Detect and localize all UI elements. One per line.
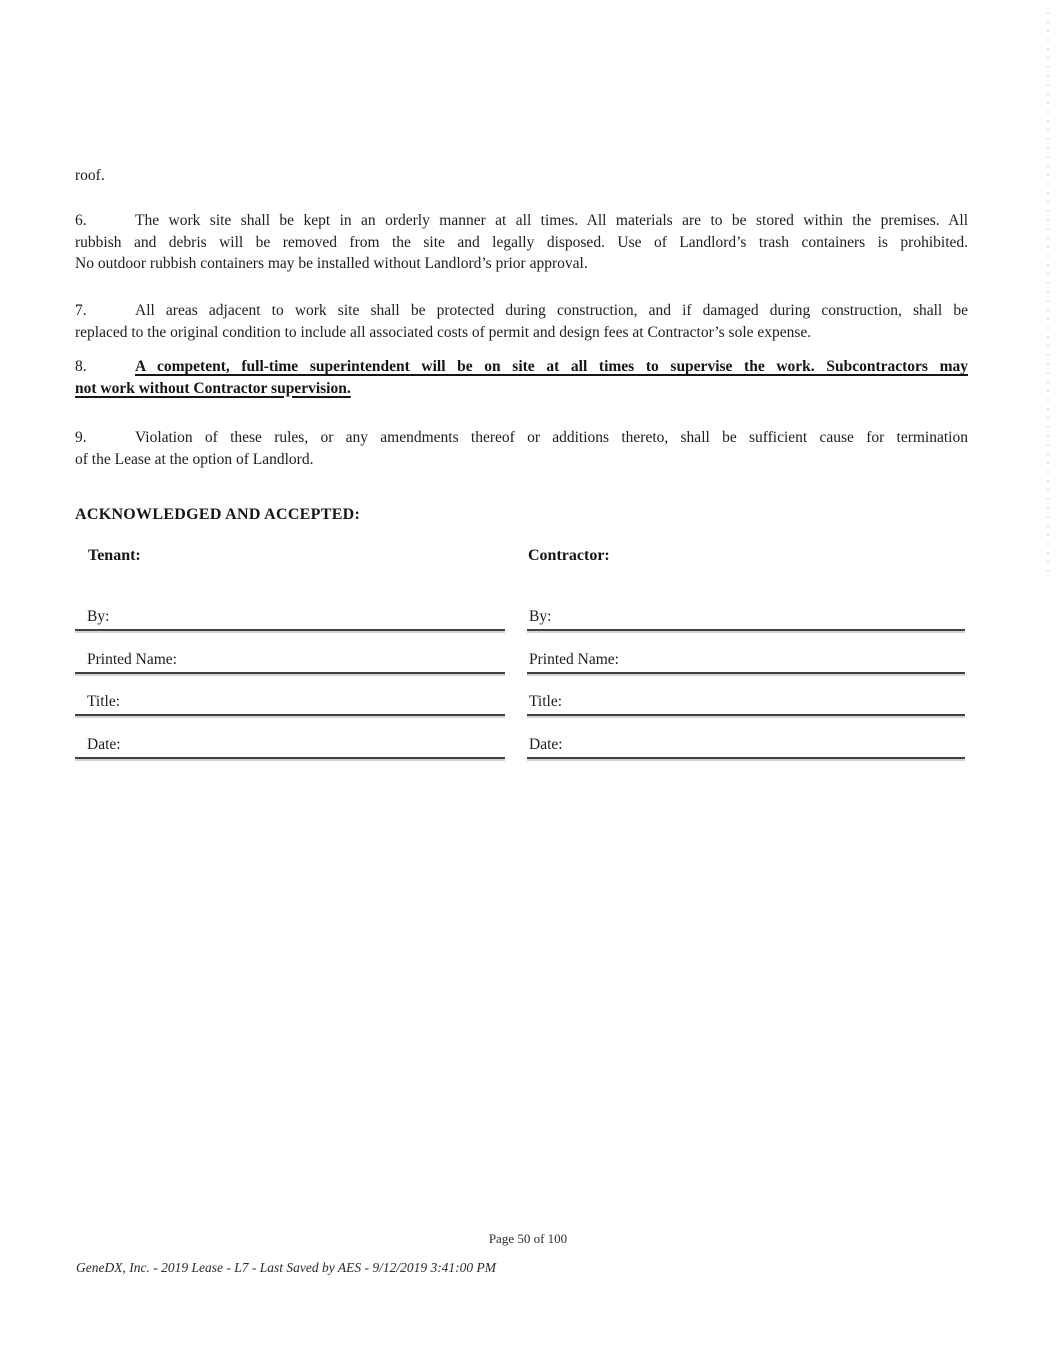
tenant-printed-name-line [75,645,505,674]
document-footer-info: GeneDX, Inc. - 2019 Lease - L7 - Last Saved by AES - 9/12/2019 3:41:00 PM [76,1260,497,1275]
tenant-heading: Tenant: [88,547,141,564]
paragraph-7 [75,300,968,343]
printed-name-label: Printed Name: [529,651,619,668]
paragraph-8-number: 8. [75,358,87,375]
printed-name-label: Printed Name: [87,651,177,668]
paragraph-8 [75,356,968,399]
tenant-title-line [75,687,505,716]
paragraph-6-line-1: The work site shall be kept in an orderly manner at all times. All materials are to be stored within the premises. All [135,212,968,229]
paragraph-9-line-1: Violation of these rules, or any amendments thereof or additions thereto, shall be sufficient cause for termination [135,429,968,446]
page-number: Page 50 of 100 [488,1231,568,1246]
contractor-by-signature-line [527,602,965,631]
paragraph-7-number: 7. [75,302,87,319]
by-label: By: [529,608,552,625]
title-label: Title: [529,693,563,710]
paragraph-6-number: 6. [75,212,87,229]
scan-edge-artifact [1047,12,1049,572]
paragraph-7-line-2: replaced to the original condition to include all associated costs of permit and design fees at Contractor’s sole expense. [75,323,812,341]
paragraph-9 [75,427,968,470]
contractor-heading: Contractor: [528,547,610,564]
tenant-by-signature-line [75,602,505,631]
date-label: Date: [87,736,121,753]
acknowledgment-heading: ACKNOWLEDGED AND ACCEPTED: [75,506,361,523]
paragraph-6-line-3: No outdoor rubbish containers may be installed without Landlord’s prior approval. [75,255,588,272]
paragraph-6 [75,210,968,275]
tenant-date-line [75,730,505,759]
paragraph-9-number: 9. [75,429,87,446]
by-label: By: [87,608,110,625]
carryover-text-roof: roof. [75,167,105,184]
paragraph-7-line-1: All areas adjacent to work site shall be protected during construction, and if damaged during construction, shall be [135,302,968,319]
date-label: Date: [529,736,563,753]
title-label: Title: [87,693,121,710]
contractor-date-line [527,730,965,759]
contractor-title-line [527,687,965,716]
paragraph-6-line-2: rubbish and debris will be removed from the site and legally disposed. Use of Landlord’s trash containers is prohibited. [75,233,968,251]
paragraph-8-line-1: A competent, full-time superintendent will be on site at all times to supervise the work. Subcontractors may [135,358,968,375]
contractor-printed-name-line [527,645,965,674]
paragraph-8-line-2: not work without Contractor supervision. [75,379,351,397]
paragraph-9-line-2: of the Lease at the option of Landlord. [75,450,314,468]
